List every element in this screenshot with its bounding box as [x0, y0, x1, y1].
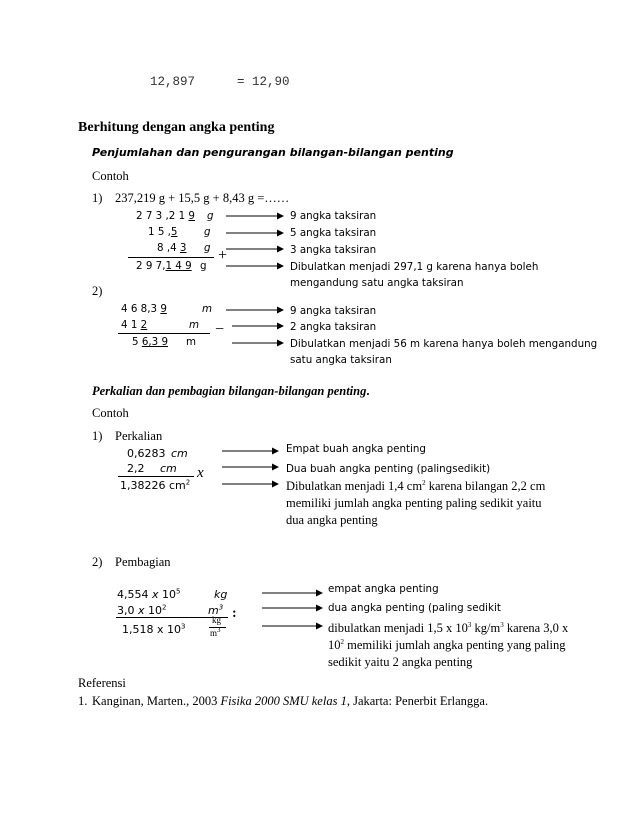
top-value-left: 12,897	[150, 75, 196, 89]
note-label: empat angka penting	[328, 583, 439, 595]
unit-cm: cm	[171, 447, 188, 460]
multiplication-title: Perkalian	[115, 429, 163, 443]
contoh-label: Contoh	[92, 169, 129, 183]
unit-m3-denominator: $m^3$	[210, 626, 221, 638]
note-label: 3 angka taksiran	[290, 244, 377, 256]
dividend-value: 4,554 x $10^5$	[117, 587, 181, 601]
note-label: Dibulatkan menjadi 1,4 $cm^2$ karena bilangan 2,2 cm	[286, 478, 546, 493]
example-number: 1)	[92, 191, 103, 205]
subsection-title-addition: Penjumlahan dan pengurangan bilangan-bilangan penting	[92, 146, 454, 159]
addend-row: 2 7 3 ,2 1 9	[136, 210, 195, 222]
unit-kg: kg	[214, 588, 228, 601]
note-label: mengandung satu angka taksiran	[290, 277, 464, 289]
note-label: sedikit yaitu 2 angka penting	[328, 655, 473, 669]
note-label: 2 angka taksiran	[290, 321, 377, 333]
note-label: dua angka penting	[286, 513, 378, 527]
note-label: 5 angka taksiran	[290, 227, 377, 239]
unit-kg-numerator: kg	[212, 615, 221, 625]
times-operator: x	[197, 465, 204, 481]
references-title: Referensi	[78, 676, 126, 690]
example-prompt: 237,219 g + 15,5 g + 8,43 g =……	[115, 191, 290, 205]
addend-row: 8 ,4 3	[157, 242, 187, 254]
factor-1-value: 0,6283	[127, 447, 166, 460]
unit-g: g	[204, 242, 211, 254]
product-result: 1,38226 $cm^2$	[120, 478, 191, 492]
unit-m: m	[189, 319, 200, 331]
unit-m: m	[186, 336, 197, 348]
note-label: Empat buah angka penting	[286, 443, 426, 455]
reference-entry: Kanginan, Marten., 2003 Fisika 2000 SMU kelas 1, Jakarta: Penerbit Erlangga.	[92, 694, 489, 708]
subsection-title-multiplication: Perkalian dan pembagian bilangan-bilangan penting.	[92, 384, 370, 398]
note-label: dua angka penting (paling sedikit	[328, 602, 501, 614]
unit-g: g	[207, 210, 214, 222]
note-label: Dibulatkan menjadi 297,1 g karena hanya boleh	[290, 261, 539, 273]
minuend-row: 4 6 8,3 9	[121, 303, 167, 315]
note-label: 9 angka taksiran	[290, 305, 377, 317]
note-label: $10^2$ memiliki jumlah angka penting yang paling	[328, 637, 566, 652]
addend-row: 1 5 ,5	[148, 226, 178, 238]
unit-cm: cm	[160, 462, 177, 475]
note-label: Dibulatkan menjadi 56 m karena hanya boleh mengandung	[290, 338, 598, 350]
note-label: Dua buah angka penting (palingsedikit)	[286, 463, 491, 475]
top-value-right: = 12,90	[237, 75, 290, 89]
plus-operator: +	[218, 247, 228, 264]
example-number: 2)	[92, 284, 103, 298]
example-number: 1)	[92, 429, 103, 443]
sum-result: 2 9 7,1 4 9	[136, 260, 192, 272]
section-title: Berhitung dengan angka penting	[78, 120, 275, 135]
subtrahend-row: 4 1 2	[121, 319, 148, 331]
unit-g: g	[200, 260, 207, 272]
unit-g: g	[204, 226, 211, 238]
note-label: dibulatkan menjadi 1,5 x $10^3$ $kg/m^3$ karena 3,0 x	[328, 620, 569, 635]
division-title: Pembagian	[115, 555, 171, 569]
example-number: 2)	[92, 555, 103, 569]
divisor-value: 3,0 x $10^2$	[117, 603, 167, 617]
difference-result: 5 6,3 9	[132, 336, 169, 348]
quotient-result: 1,518 x $10^3$	[122, 622, 186, 636]
note-label: 9 angka taksiran	[290, 210, 377, 222]
divide-operator: :	[232, 606, 237, 621]
factor-2-value: 2,2	[127, 462, 145, 475]
note-label: satu angka taksiran	[290, 354, 392, 366]
unit-m: m	[202, 303, 213, 315]
minus-operator: −	[215, 321, 225, 338]
note-label: memiliki jumlah angka penting paling sedikit yaitu	[286, 496, 542, 510]
unit-m3: $m^3$	[208, 603, 224, 617]
reference-number: 1.	[78, 694, 88, 708]
contoh-label: Contoh	[92, 406, 129, 420]
